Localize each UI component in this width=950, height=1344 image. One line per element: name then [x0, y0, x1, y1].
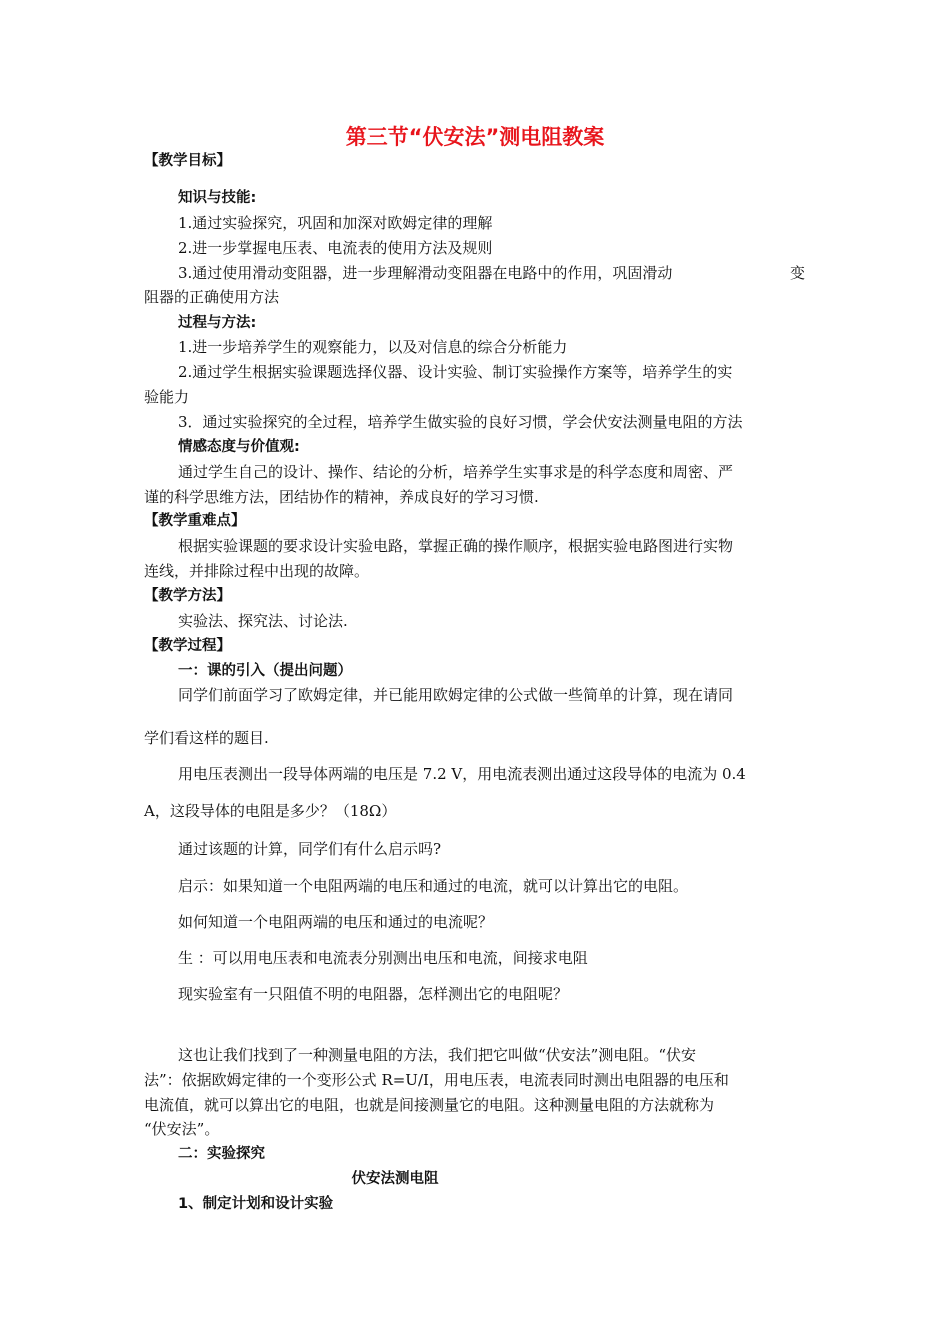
knowledge-item-3	[178, 262, 672, 284]
emotion-line-2: 谨的科学思维方法，团结协作的精神，养成良好的学习习惯.	[144, 488, 539, 506]
part1-heading: 一：课的引入（提出问题）	[178, 663, 352, 679]
part1-line-6: 启示：如果知道一个电阻两端的电压和通过的电流，就可以计算出它的电阻。	[178, 877, 689, 895]
subheading-knowledge: 知识与技能:	[178, 190, 257, 206]
key-points-line-2: 连线，并排除过程中出现的故障。	[144, 562, 370, 580]
process-item-2: 2.通过学生根据实验课题选择仪器、设计实验、制订实验操作方案等，培养学生的实	[178, 363, 733, 381]
explanation-line-2: 法”：依据欧姆定律的一个变形公式 R=U/I，用电压表，电流表同时测出电阻器的电压和	[144, 1071, 729, 1089]
part1-line-5: 通过该题的计算，同学们有什么启示吗?	[178, 840, 442, 858]
knowledge-item-2: 2.进一步掌握电压表、电流表的使用方法及规则	[178, 239, 493, 257]
part1-line-1: 同学们前面学习了欧姆定律，并已能用欧姆定律的公式做一些简单的计算，现在请同	[178, 686, 734, 704]
process-item-2-cont: 验能力	[144, 388, 190, 406]
knowledge-item-3-text: 3.通过使用滑动变阻器，进一步理解滑动变阻器在电路中的作用，巩固滑动	[178, 264, 673, 282]
subheading-process: 过程与方法:	[178, 315, 257, 331]
explanation-line-1: 这也让我们找到了一种测量电阻的方法，我们把它叫做“伏安法”测电阻。“伏安	[178, 1046, 697, 1064]
knowledge-item-1: 1.通过实验探究，巩固和加深对欧姆定律的理解	[178, 214, 493, 232]
subheading-emotion: 情感态度与价值观:	[178, 439, 300, 455]
part1-line-9: 现实验室有一只阻值不明的电阻器，怎样测出它的电阻呢？	[178, 985, 569, 1003]
process-item-3: 3．通过实验探究的全过程，培养学生做实验的良好习惯，学会伏安法测量电阻的方法	[178, 413, 743, 431]
section-heading-methods: 【教学方法】	[144, 588, 231, 604]
knowledge-item-3-tail: 变	[790, 264, 806, 282]
step1-heading: 1、制定计划和设计实验	[178, 1196, 334, 1212]
part2-subtitle: 伏安法测电阻	[351, 1171, 439, 1187]
section-heading-key-points: 【教学重难点】	[144, 513, 246, 529]
part1-line-2: 学们看这样的题目.	[144, 729, 269, 747]
part2-heading: 二：实验探究	[178, 1146, 265, 1162]
methods-text: 实验法、探究法、讨论法.	[178, 612, 348, 630]
part1-line-7: 如何知道一个电阻两端的电压和通过的电流呢？	[178, 913, 494, 931]
section-heading-procedure: 【教学过程】	[144, 638, 231, 654]
process-item-1: 1.进一步培养学生的观察能力，以及对信息的综合分析能力	[178, 338, 568, 356]
part1-line-8: 生 ：可以用电压表和电流表分别测出电压和电流，间接求电阻	[178, 949, 588, 967]
key-points-line-1: 根据实验课题的要求设计实验电路，掌握正确的操作顺序，根据实验电路图进行实物	[178, 537, 734, 555]
section-heading-objectives: 【教学目标】	[144, 153, 231, 169]
explanation-line-3: 电流值，就可以算出它的电阻，也就是间接测量它的电阻。这种测量电阻的方法就称为	[144, 1096, 715, 1114]
part1-line-3: 用电压表测出一段导体两端的电压是 7.2 V，用电流表测出通过这段导体的电流为 0.4	[178, 765, 746, 783]
knowledge-item-3-cont: 阻器的正确使用方法	[144, 288, 280, 306]
part1-line-4: A，这段导体的电阻是多少？（18Ω）	[144, 802, 397, 820]
explanation-line-4: “伏安法”。	[144, 1120, 220, 1138]
emotion-line-1: 通过学生自己的设计、操作、结论的分析，培养学生实事求是的科学态度和周密、严	[178, 463, 734, 481]
page-title: 第三节“伏安法”测电阻教案	[345, 125, 605, 149]
